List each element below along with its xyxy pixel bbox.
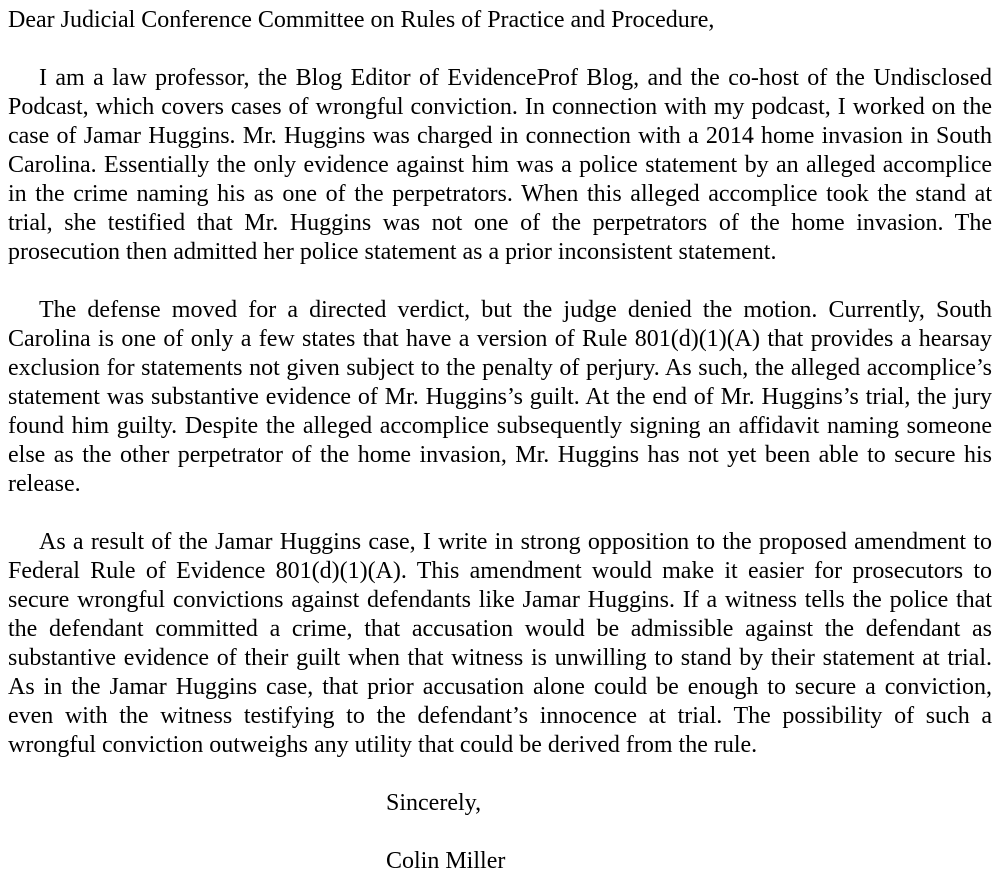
salutation: Dear Judicial Conference Committee on Rules of Practice and Procedure,	[8, 7, 715, 33]
paragraph-opposition: As a result of the Jamar Huggins case, I write in strong opposition to the proposed amendment to Federal Rule of Evidence 801(d)(1)(A). This amendment would make it easier for prosecutors to secure wrongful convictions against defendants like Jamar Huggins. If a witness tells the police that the defendant committed a crime, that accusation would be admissible against the defendant as substantive evidence of their guilt when that witness is unwilling to stand by their statement at trial. As in the Jamar Huggins case, that prior accusation alone could be enough to secure a conviction, even with the witness testifying to the defendant’s innocence at trial. The possibility of such a wrongful conviction outweighs any utility that could be derived from the rule.	[8, 529, 992, 758]
letter-body	[8, 6, 992, 876]
paragraph-background: I am a law professor, the Blog Editor of EvidenceProf Blog, and the co-host of the Undisclosed Podcast, which covers cases of wrongful conviction. In connection with my podcast, I worked on the case of Jamar Huggins. Mr. Huggins was charged in connection with a 2014 home invasion in South Carolina. Essentially the only evidence against him was a police statement by an alleged accomplice in the crime naming his as one of the perpetrators. When this alleged accomplice took the stand at trial, she testified that Mr. Huggins was not one of the perpetrators of the home invasion. The prosecution then admitted her police statement as a prior inconsistent statement.	[8, 65, 992, 265]
signature-name: Colin Miller	[386, 848, 506, 874]
closing: Sincerely,	[386, 790, 482, 816]
paragraph-case-outcome: The defense moved for a directed verdict, but the judge denied the motion. Currently, South Carolina is one of only a few states that have a version of Rule 801(d)(1)(A) that provides a hearsay exclusion for statements not given subject to the penalty of perjury. As such, the alleged accomplice’s statement was substantive evidence of Mr. Huggins’s guilt. At the end of Mr. Huggins’s trial, the jury found him guilty. Despite the alleged accomplice subsequently signing an affidavit naming someone else as the other perpetrator of the home invasion, Mr. Huggins has not yet been able to secure his release.	[8, 297, 992, 497]
